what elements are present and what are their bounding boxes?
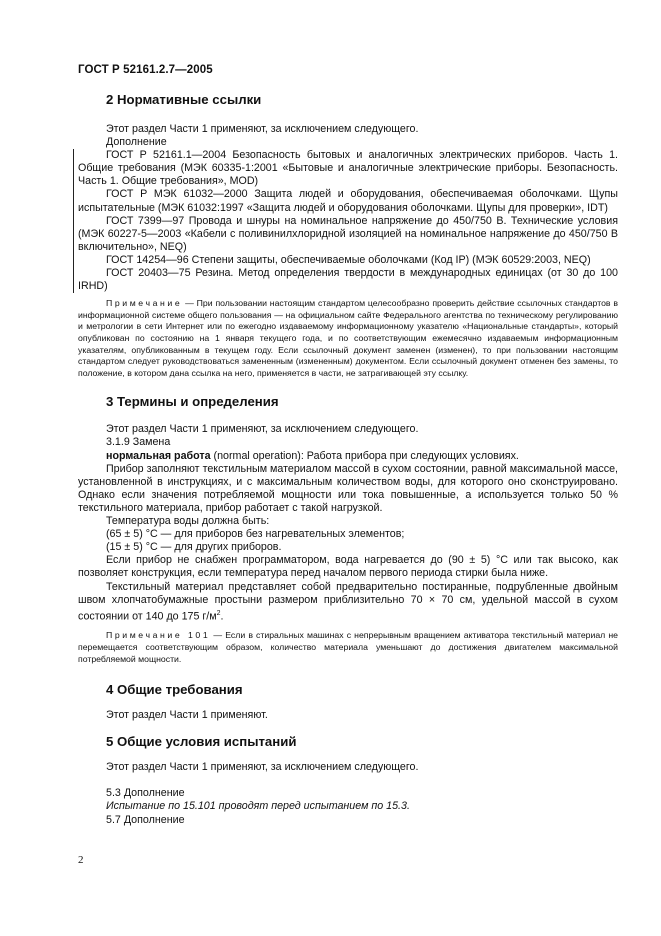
clause-3-1-9: 3.1.9 Замена xyxy=(106,436,171,449)
page-number: 2 xyxy=(78,854,84,866)
section-2-references-block xyxy=(73,149,618,293)
reference-item: ГОСТ Р МЭК 61032—2000 Защита людей и оборудования, обеспечиваемая оболочками. Щупы испытательные (МЭК 61032:1997 «Защита людей и оборудования оболочками. Щупы для проверки», IDT) xyxy=(78,188,618,214)
section-3-intro: Этот раздел Части 1 применяют, за исключением следующего. xyxy=(106,423,419,436)
reference-item: ГОСТ 14254—96 Степени защиты, обеспечиваемые оболочками (Код IP) (МЭК 60529:2003, NEQ) xyxy=(106,253,591,266)
reference-item: ГОСТ 20403—75 Резина. Метод определения твердости в международных единицах (от 30 до 100 IRHD) xyxy=(78,267,618,293)
reference-item: ГОСТ 7399—97 Провода и шнуры на номинальное напряжение до 450/750 В. Технические условия (МЭК 60227-5—2003 «Кабели с поливинилхлоридной изоляцией на номинальное напряжение до 450/750 В включительно», NEQ) xyxy=(78,214,618,253)
section-5-heading: 5 Общие условия испытаний xyxy=(106,734,297,750)
note-label: Примечание xyxy=(106,298,183,309)
section-5-intro: Этот раздел Части 1 применяют, за исключением следующего. xyxy=(106,761,419,774)
section-2-addition-label: Дополнение xyxy=(106,136,167,149)
temperature-item: (15 ± 5) °С — для других приборов. xyxy=(106,541,282,554)
paragraph-end: . xyxy=(220,610,224,623)
section-3-note xyxy=(78,630,618,665)
water-temperature-label: Температура воды должна быть: xyxy=(106,515,270,528)
superscript: 2 xyxy=(216,609,221,617)
term-definition xyxy=(78,450,618,463)
temperature-item: (65 ± 5) °С — для приборов без нагревательных элементов; xyxy=(106,528,405,541)
section-4-text: Этот раздел Части 1 применяют. xyxy=(106,709,268,722)
section-3-paragraph xyxy=(78,581,618,624)
paragraph-text: Текстильный материал представляет собой предварительно постиранные, подрубленные двойным швом хлопчатобумажные простыни размером приблизительно 70 × 70 см, удельной массой в сухом состоянии от 140 до 175 г/м xyxy=(78,580,618,623)
note-label: Примечание 101 xyxy=(106,630,211,641)
document-body xyxy=(78,92,618,827)
section-2-intro: Этот раздел Части 1 применяют, за исключением следующего. xyxy=(106,123,419,135)
section-2-heading: 2 Нормативные ссылки xyxy=(106,92,262,107)
note-text: — Если в стиральных машинах с непрерывным вращением активатора текстильный материал не перемещается соответствующим образом, количество материала уменьшают до достижения двигателем максимальной потребляемой мощности. xyxy=(78,630,618,664)
section-3-paragraph: Прибор заполняют текстильным материалом массой в сухом состоянии, равной максимальной массе, установленной в инструкциях, и с максимальным количеством воды, для которого оно сконструировано. Однако если значения потребляемой мощности или тока повышенные, а используется только 50 % текстильного материала, прибор работает с такой нагрузкой. xyxy=(78,462,618,514)
note-text: — При пользовании настоящим стандартом целесообразно проверить действие ссылочных стандартов в информационной системе общего пользования — на официальном сайте Федерального агентства по техническому регулированию и метрологии в сети Интернет или по ежегодно издаваемому информационному указателю «Национальные стандарты», который опубликован по состоянию на 1 января текущего года, и по соответствующим ежемесячно издаваемым информационным указателям, опубликованным в текущем году. Если ссылочный документ заменен (изменен), то при пользовании настоящим стандартом следует руководствоваться замененным (измененным) документом. Если ссылочный документ отменен без замены, то положение, в котором дана ссылка на него, применяется в части, не затрагивающей эту ссылку. xyxy=(78,298,618,378)
section-3-paragraph: Если прибор не снабжен программатором, вода нагревается до (90 ± 5) °С или так высоко, как позволяет конструкция, если температура перед началом первого периода стирки была ниже. xyxy=(78,554,618,580)
clause-5-3: 5.3 Дополнение xyxy=(106,787,185,800)
section-3-heading: 3 Термины и определения xyxy=(106,394,279,410)
reference-item: ГОСТ Р 52161.1—2004 Безопасность бытовых и аналогичных электрических приборов. Часть 1. Общие требования (МЭК 60335-1:2001 «Бытовые и аналогичные электрические приборы. Безопасность. Часть 1. Общие требования», MOD) xyxy=(78,149,618,188)
clause-5-3-text: Испытание по 15.101 проводят перед испытанием по 15.3. xyxy=(106,800,410,813)
term-name: нормальная работа xyxy=(106,449,211,462)
term-description: (normal operation): Работа прибора при следующих условиях. xyxy=(210,449,519,462)
section-4-heading: 4 Общие требования xyxy=(106,682,243,698)
document-code-header: ГОСТ Р 52161.2.7—2005 xyxy=(78,64,213,76)
section-2-note xyxy=(78,298,618,379)
clause-5-7: 5.7 Дополнение xyxy=(106,813,185,826)
